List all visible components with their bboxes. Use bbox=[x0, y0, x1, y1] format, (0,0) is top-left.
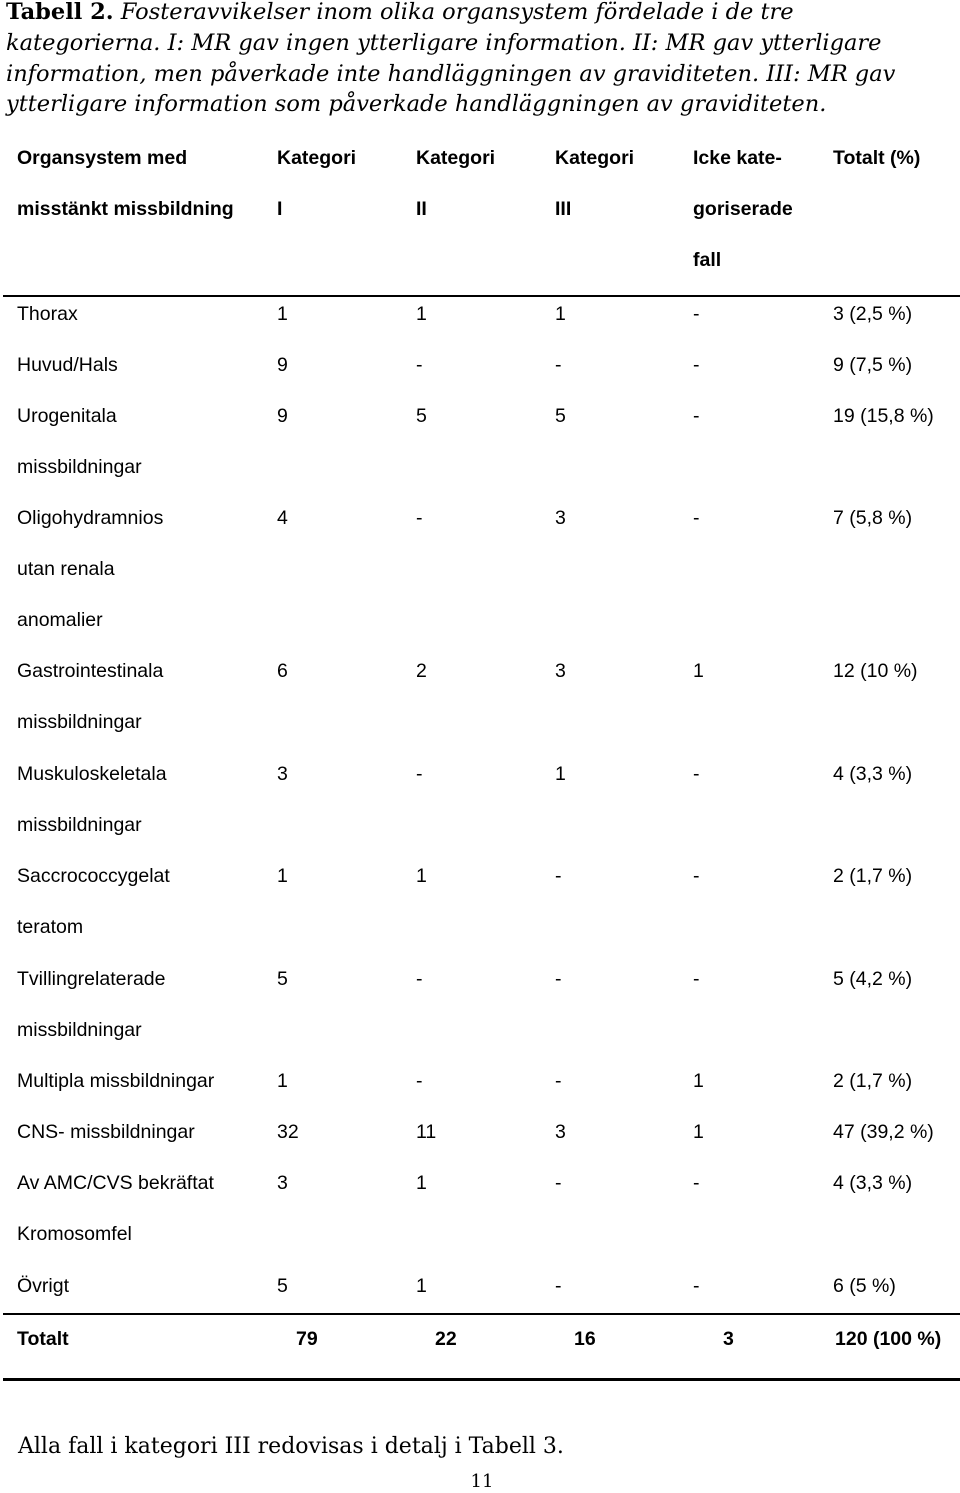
table-cell: - bbox=[555, 354, 562, 376]
row-label: Kromosomfel bbox=[17, 1223, 132, 1246]
page-number: 11 bbox=[470, 1471, 494, 1492]
table-cell: 3 bbox=[555, 1121, 566, 1143]
table-cell: 5 (4,2 %) bbox=[833, 968, 913, 990]
row-label: Multipla missbildningar bbox=[17, 1070, 215, 1092]
table-cell: - bbox=[416, 354, 423, 376]
table-cell: - bbox=[693, 865, 700, 887]
row-label: missbildningar bbox=[17, 814, 142, 837]
row-label: Övrigt bbox=[17, 1275, 70, 1297]
row-label: Gastrointestinala bbox=[17, 660, 164, 682]
table-cell: - bbox=[693, 354, 700, 376]
table-cell: 6 bbox=[277, 660, 288, 682]
table-cell: 5 bbox=[555, 405, 566, 427]
row-label: missbildningar bbox=[17, 711, 142, 734]
table-cell: 5 bbox=[277, 1275, 288, 1297]
column-header: Organsystem med bbox=[17, 147, 188, 169]
row-label: missbildningar bbox=[17, 456, 142, 479]
total-cell: 120 (100 %) bbox=[835, 1328, 942, 1350]
row-label: utan renala bbox=[17, 558, 115, 581]
table-cell: - bbox=[555, 1275, 562, 1297]
table-cell: 1 bbox=[277, 865, 288, 887]
row-label: teratom bbox=[17, 916, 84, 939]
table-cell: 3 bbox=[277, 1172, 288, 1194]
table-cell: 47 (39,2 %) bbox=[833, 1121, 934, 1143]
row-label: Saccrococcygelat bbox=[17, 865, 170, 887]
table-cell: - bbox=[555, 1070, 562, 1092]
row-label: Thorax bbox=[17, 303, 78, 325]
row-label: Av AMC/CVS bekräftat bbox=[17, 1172, 214, 1194]
column-header: Kategori bbox=[555, 147, 635, 169]
column-header: goriserade bbox=[693, 198, 793, 221]
column-header: misstänkt missbildning bbox=[17, 198, 234, 221]
table-cell: 1 bbox=[693, 660, 704, 682]
column-header: Kategori bbox=[277, 147, 357, 169]
column-header: III bbox=[555, 198, 572, 221]
table-cell: - bbox=[693, 507, 700, 529]
table-cell: 9 bbox=[277, 354, 288, 376]
total-divider bbox=[3, 1313, 960, 1315]
table-cell: - bbox=[416, 1070, 423, 1092]
table-cell: 1 bbox=[555, 303, 566, 325]
row-label: Urogenitala bbox=[17, 405, 117, 427]
column-header: Kategori bbox=[416, 147, 496, 169]
table-cell: - bbox=[693, 1275, 700, 1297]
table-bottom-rule bbox=[3, 1378, 960, 1381]
total-cell: 3 bbox=[723, 1328, 734, 1350]
table-cell: 3 (2,5 %) bbox=[833, 303, 913, 325]
table-note: Alla fall i kategori III redovisas i detalj i Tabell 3. bbox=[18, 1434, 564, 1459]
table-cell: 1 bbox=[416, 1172, 427, 1194]
table-cell: 1 bbox=[416, 1275, 427, 1297]
table-cell: - bbox=[693, 303, 700, 325]
total-row-label: Totalt bbox=[17, 1328, 69, 1350]
table-cell: 7 (5,8 %) bbox=[833, 507, 913, 529]
row-label: Huvud/Hals bbox=[17, 354, 118, 376]
table-cell: 1 bbox=[416, 303, 427, 325]
table-cell: 9 (7,5 %) bbox=[833, 354, 913, 376]
table-cell: 1 bbox=[277, 303, 288, 325]
table-cell: 3 bbox=[555, 507, 566, 529]
table-cell: 1 bbox=[277, 1070, 288, 1092]
row-label: Oligohydramnios bbox=[17, 507, 164, 529]
column-header: fall bbox=[693, 249, 722, 272]
table-cell: - bbox=[555, 1172, 562, 1194]
row-label: missbildningar bbox=[17, 1019, 142, 1042]
table-caption bbox=[6, 0, 951, 120]
table-cell: 9 bbox=[277, 405, 288, 427]
table-cell: 4 (3,3 %) bbox=[833, 763, 913, 785]
table-cell: 1 bbox=[693, 1070, 704, 1092]
table-cell: - bbox=[416, 968, 423, 990]
table-cell: 6 (5 %) bbox=[833, 1275, 896, 1297]
total-cell: 22 bbox=[435, 1328, 457, 1350]
table-cell: 1 bbox=[416, 865, 427, 887]
row-label: CNS- missbildningar bbox=[17, 1121, 195, 1143]
table-cell: 3 bbox=[555, 660, 566, 682]
total-cell: 79 bbox=[296, 1328, 318, 1350]
table-cell: 2 (1,7 %) bbox=[833, 865, 913, 887]
table-cell: - bbox=[693, 1172, 700, 1194]
table-cell: 12 (10 %) bbox=[833, 660, 918, 682]
table-cell: 1 bbox=[693, 1121, 704, 1143]
table-cell: 5 bbox=[277, 968, 288, 990]
column-header: II bbox=[416, 198, 427, 221]
column-header: Totalt (%) bbox=[833, 147, 921, 169]
row-label: Muskuloskeletala bbox=[17, 763, 167, 785]
table-cell: 4 (3,3 %) bbox=[833, 1172, 913, 1194]
table-cell: 19 (15,8 %) bbox=[833, 405, 934, 427]
caption-text: Fosteravvikelser inom olika organsystem fördelade i de tre kategorierna. I: MR gav ingen ytterligare information. II: MR gav ytterligare information, men påverkade inte handläggningen av graviditeten. III: MR gav ytterligare information som påverkade handläggningen av graviditeten. bbox=[6, 0, 896, 118]
table-cell: 2 (1,7 %) bbox=[833, 1070, 913, 1092]
table-cell: - bbox=[416, 763, 423, 785]
total-cell: 16 bbox=[574, 1328, 596, 1350]
header-divider bbox=[3, 295, 960, 297]
table-cell: 3 bbox=[277, 763, 288, 785]
table-cell: - bbox=[555, 865, 562, 887]
table-cell: 32 bbox=[277, 1121, 299, 1143]
column-header: I bbox=[277, 198, 283, 221]
table-cell: 5 bbox=[416, 405, 427, 427]
table-cell: - bbox=[693, 763, 700, 785]
table-cell: - bbox=[555, 968, 562, 990]
table-cell: - bbox=[693, 968, 700, 990]
table-cell: 11 bbox=[416, 1121, 437, 1143]
table-cell: - bbox=[416, 507, 423, 529]
table-cell: 4 bbox=[277, 507, 288, 529]
row-label: Tvillingrelaterade bbox=[17, 968, 166, 990]
column-header: Icke kate- bbox=[693, 147, 782, 169]
table-cell: 2 bbox=[416, 660, 427, 682]
caption-label: Tabell 2. bbox=[6, 0, 114, 25]
table-cell: - bbox=[693, 405, 700, 427]
row-label: anomalier bbox=[17, 609, 103, 632]
table-cell: 1 bbox=[555, 763, 566, 785]
